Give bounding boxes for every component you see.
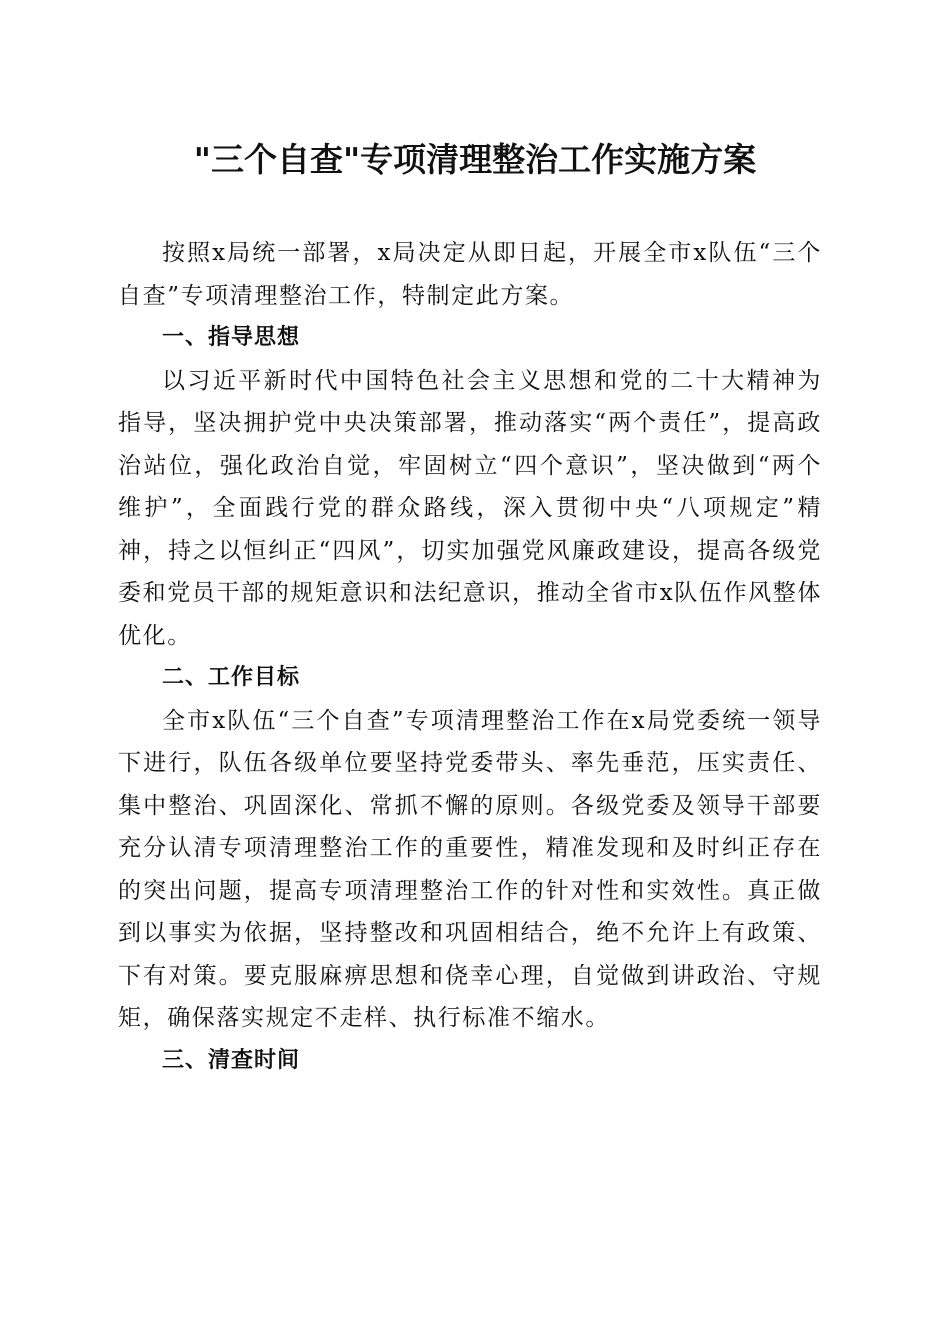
section-heading-guiding-ideology: 一、指导思想 (162, 325, 301, 350)
section-heading-work-goals: 二、工作目标 (162, 665, 301, 690)
section-paragraph-work-goals: 全市x队伍“三个自查”专项清理整治工作在x局党委统一领导下进行，队伍各级单位要坚持党委带头、率先垂范，压实责任、集中整治、巩固深化、常抓不懈的原则。各级党委及领导干部要充分认清专项清理整治工作的重要性，精准发现和及时纠正存在的突出问题，提高专项清理整治工作的针对性和实效性。真正做到以事实为依据，坚持整改和巩固相结合，绝不允许上有政策、下有对策。要克服麻痹思想和侥幸心理，自觉做到讲政治、守规矩，确保落实规定不走样、执行标准不缩水。 (118, 707, 822, 1031)
section-heading-inspection-time: 三、清查时间 (162, 1047, 301, 1073)
section-paragraph-guiding-ideology: 以习近平新时代中国特色社会主义思想和党的二十大精神为指导，坚决拥护党中央决策部署，推动落实“两个责任”，提高政治站位，强化政治自觉，牢固树立“四个意识”，坚决做到“两个维护”，全面践行党的群众路线，深入贯彻中央“八项规定”精神，持之以恒纠正“四风”，切实加强党风廉政建设，提高各级党委和党员干部的规矩意识和法纪意识，推动全省市x队伍作风整体优化。 (118, 367, 822, 649)
intro-paragraph: 按照x局统一部署，x局决定从即日起，开展全市x队伍“三个自查”专项清理整治工作，特制定此方案。 (118, 240, 822, 309)
document-body (118, 232, 822, 1082)
document-title: "三个自查"专项清理整治工作实施方案 (193, 140, 757, 179)
